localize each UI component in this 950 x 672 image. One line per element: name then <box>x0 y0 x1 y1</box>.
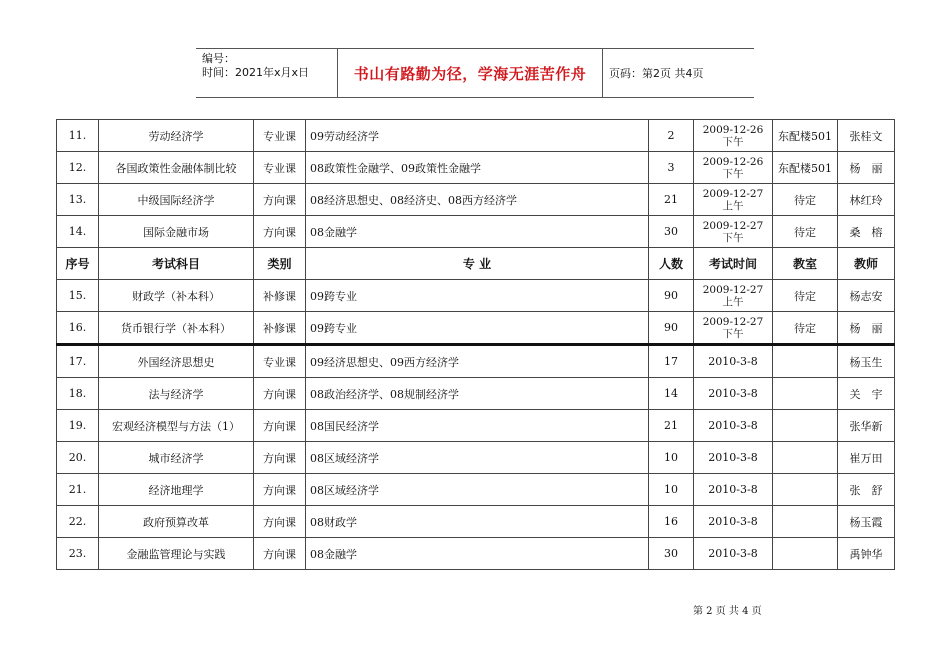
table-body-bottom <box>57 345 895 570</box>
classroom <box>773 378 838 410</box>
exam-time <box>694 152 773 184</box>
table-row <box>57 538 895 570</box>
course-type: 方向课 <box>254 216 306 248</box>
classroom: 待定 <box>773 312 838 345</box>
teacher: 杨玉霞 <box>838 506 895 538</box>
row-number: 14. <box>57 216 99 248</box>
student-count: 90 <box>649 280 694 312</box>
table-header-row-group <box>57 248 895 280</box>
exam-period: 下午 <box>722 167 744 180</box>
exam-subject: 经济地理学 <box>99 474 254 506</box>
student-count: 10 <box>649 474 694 506</box>
exam-time: 2010-3-8 <box>694 410 773 442</box>
course-type: 专业课 <box>254 152 306 184</box>
exam-time: 2010-3-8 <box>694 442 773 474</box>
table-body-top <box>57 120 895 248</box>
classroom <box>773 345 838 378</box>
exam-period: 上午 <box>722 295 744 308</box>
course-type: 方向课 <box>254 378 306 410</box>
table-row <box>57 378 895 410</box>
page-footer: 第 2 页 共 4 页 <box>693 606 762 617</box>
classroom: 东配楼501 <box>773 152 838 184</box>
row-number: 23. <box>57 538 99 570</box>
teacher: 崔万田 <box>838 442 895 474</box>
classroom: 待定 <box>773 216 838 248</box>
course-type: 专业课 <box>254 120 306 152</box>
major: 09跨专业 <box>306 312 649 345</box>
student-count: 14 <box>649 378 694 410</box>
classroom: 东配楼501 <box>773 120 838 152</box>
major: 08金融学 <box>306 538 649 570</box>
table-row <box>57 280 895 312</box>
exam-subject: 法与经济学 <box>99 378 254 410</box>
header-motto: 书山有路勤为径，学海无涯苦作舟 <box>338 49 603 97</box>
exam-subject: 劳动经济学 <box>99 120 254 152</box>
code-label: 编号： <box>202 52 235 65</box>
exam-subject: 财政学（补本科） <box>99 280 254 312</box>
exam-time: 2010-3-8 <box>694 378 773 410</box>
exam-subject: 货币银行学（补本科） <box>99 312 254 345</box>
exam-period: 下午 <box>722 327 744 340</box>
exam-date: 2009-12-27 <box>702 283 764 296</box>
classroom <box>773 442 838 474</box>
course-type: 补修课 <box>254 280 306 312</box>
major: 08区域经济学 <box>306 442 649 474</box>
exam-period: 下午 <box>722 231 744 244</box>
row-number: 13. <box>57 184 99 216</box>
student-count: 21 <box>649 410 694 442</box>
exam-time <box>694 312 773 345</box>
row-number: 18. <box>57 378 99 410</box>
teacher: 禹钟华 <box>838 538 895 570</box>
row-number: 12. <box>57 152 99 184</box>
teacher: 杨玉生 <box>838 345 895 378</box>
table-row <box>57 312 895 345</box>
course-type: 方向课 <box>254 184 306 216</box>
classroom <box>773 474 838 506</box>
major: 08区域经济学 <box>306 474 649 506</box>
course-type: 方向课 <box>254 410 306 442</box>
col-header-subject: 考试科目 <box>99 248 254 280</box>
table-row <box>57 442 895 474</box>
exam-time <box>694 216 773 248</box>
exam-subject: 宏观经济模型与方法（1） <box>99 410 254 442</box>
table-row <box>57 474 895 506</box>
teacher: 张 舒 <box>838 474 895 506</box>
course-type: 专业课 <box>254 345 306 378</box>
teacher: 关 宇 <box>838 378 895 410</box>
exam-time <box>694 280 773 312</box>
row-number: 20. <box>57 442 99 474</box>
student-count: 10 <box>649 442 694 474</box>
teacher: 张桂文 <box>838 120 895 152</box>
course-type: 方向课 <box>254 506 306 538</box>
row-number: 15. <box>57 280 99 312</box>
classroom <box>773 410 838 442</box>
exam-date: 2009-12-27 <box>702 219 764 232</box>
col-header-room: 教室 <box>773 248 838 280</box>
exam-time: 2010-3-8 <box>694 506 773 538</box>
table-body-mid <box>57 280 895 345</box>
exam-subject: 国际金融市场 <box>99 216 254 248</box>
major: 08金融学 <box>306 216 649 248</box>
table-row <box>57 506 895 538</box>
major: 08财政学 <box>306 506 649 538</box>
exam-date: 2009-12-26 <box>702 155 764 168</box>
exam-subject: 金融监管理论与实践 <box>99 538 254 570</box>
exam-schedule-table <box>56 119 895 570</box>
table-row <box>57 410 895 442</box>
classroom: 待定 <box>773 184 838 216</box>
major: 09经济思想史、09西方经济学 <box>306 345 649 378</box>
table-row <box>57 184 895 216</box>
exam-date: 2009-12-27 <box>702 187 764 200</box>
table-header-row <box>57 248 895 280</box>
teacher: 杨 丽 <box>838 312 895 345</box>
teacher: 杨志安 <box>838 280 895 312</box>
teacher: 桑 榕 <box>838 216 895 248</box>
col-header-no: 序号 <box>57 248 99 280</box>
course-type: 方向课 <box>254 538 306 570</box>
row-number: 11. <box>57 120 99 152</box>
row-number: 19. <box>57 410 99 442</box>
header-meta <box>196 49 338 97</box>
teacher: 杨 丽 <box>838 152 895 184</box>
major: 08政治经济学、08规制经济学 <box>306 378 649 410</box>
exam-time <box>694 120 773 152</box>
table-row <box>57 120 895 152</box>
exam-subject: 中级国际经济学 <box>99 184 254 216</box>
col-header-teacher: 教师 <box>838 248 895 280</box>
major: 08政策性金融学、09政策性金融学 <box>306 152 649 184</box>
student-count: 30 <box>649 216 694 248</box>
exam-time <box>694 184 773 216</box>
teacher: 林红玲 <box>838 184 895 216</box>
exam-subject: 外国经济思想史 <box>99 345 254 378</box>
major: 08经济思想史、08经济史、08西方经济学 <box>306 184 649 216</box>
classroom: 待定 <box>773 280 838 312</box>
row-number: 17. <box>57 345 99 378</box>
course-type: 补修课 <box>254 312 306 345</box>
teacher: 张华新 <box>838 410 895 442</box>
exam-date: 2009-12-27 <box>702 315 764 328</box>
exam-time: 2010-3-8 <box>694 474 773 506</box>
course-type: 方向课 <box>254 474 306 506</box>
exam-subject: 各国政策性金融体制比较 <box>99 152 254 184</box>
exam-time: 2010-3-8 <box>694 538 773 570</box>
col-header-type: 类别 <box>254 248 306 280</box>
exam-time: 2010-3-8 <box>694 345 773 378</box>
major: 09跨专业 <box>306 280 649 312</box>
table-row <box>57 216 895 248</box>
page-header <box>196 48 754 98</box>
exam-subject: 政府预算改革 <box>99 506 254 538</box>
student-count: 90 <box>649 312 694 345</box>
student-count: 30 <box>649 538 694 570</box>
exam-period: 下午 <box>722 135 744 148</box>
table-row <box>57 345 895 378</box>
exam-date: 2009-12-26 <box>702 123 764 136</box>
major: 09劳动经济学 <box>306 120 649 152</box>
exam-period: 上午 <box>722 199 744 212</box>
student-count: 3 <box>649 152 694 184</box>
col-header-count: 人数 <box>649 248 694 280</box>
time-text: 时间：2021年x月x日 <box>202 66 310 79</box>
student-count: 21 <box>649 184 694 216</box>
classroom <box>773 538 838 570</box>
student-count: 16 <box>649 506 694 538</box>
header-page-number: 页码：第2页 共4页 <box>609 67 704 80</box>
exam-subject: 城市经济学 <box>99 442 254 474</box>
col-header-major: 专 业 <box>306 248 649 280</box>
table-row <box>57 152 895 184</box>
row-number: 22. <box>57 506 99 538</box>
classroom <box>773 506 838 538</box>
student-count: 17 <box>649 345 694 378</box>
row-number: 21. <box>57 474 99 506</box>
col-header-time: 考试时间 <box>694 248 773 280</box>
student-count: 2 <box>649 120 694 152</box>
course-type: 方向课 <box>254 442 306 474</box>
row-number: 16. <box>57 312 99 345</box>
major: 08国民经济学 <box>306 410 649 442</box>
